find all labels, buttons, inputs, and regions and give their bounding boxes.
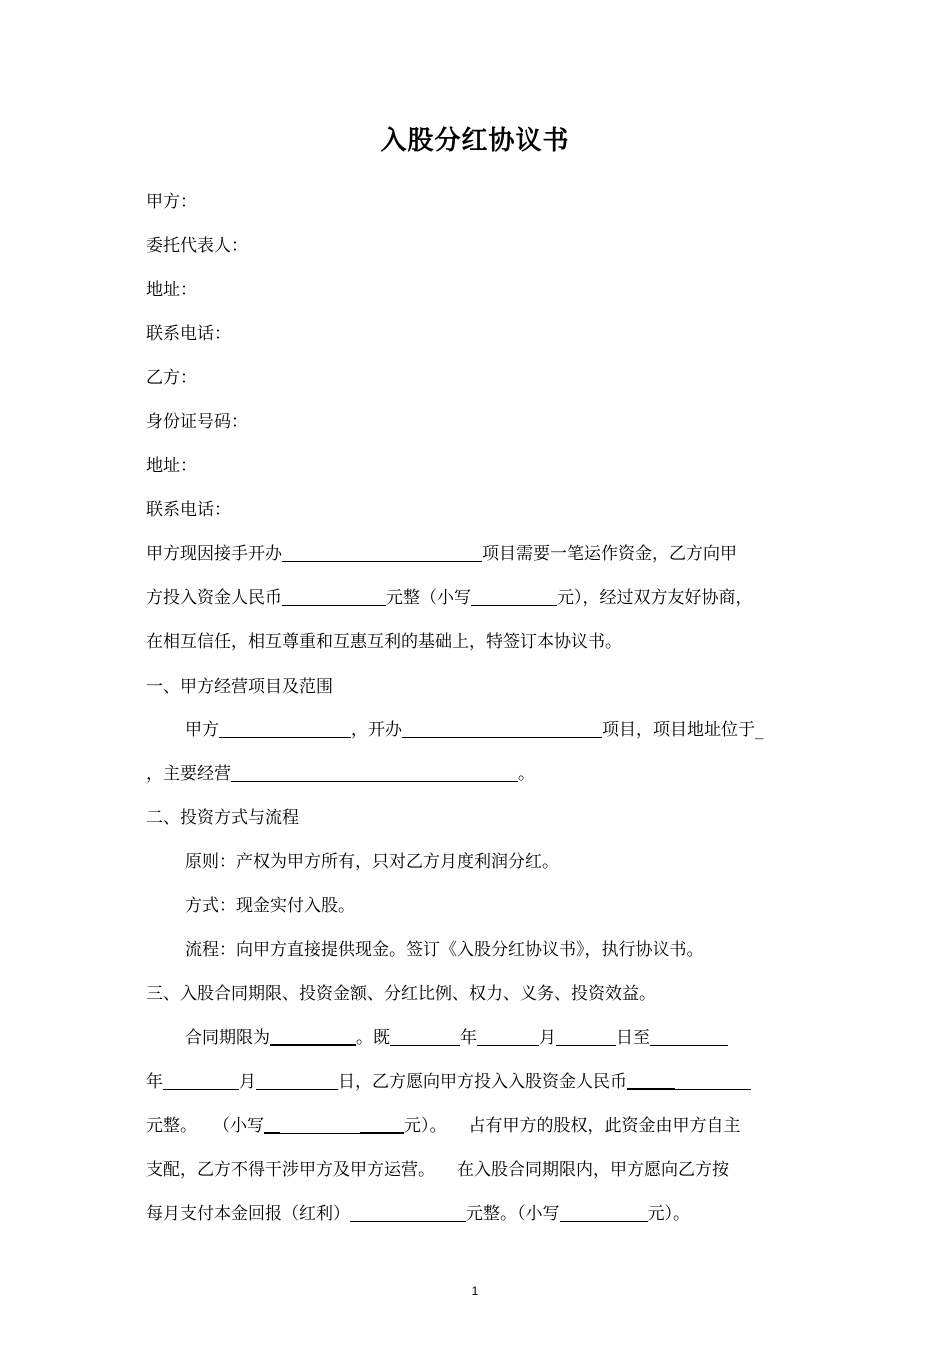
monthly-dividend-blank [350,1205,466,1222]
document-title: 入股分红协议书 [380,126,570,156]
share-digits-blank-c [360,1116,404,1134]
section-1-line-1: 甲方 ，开办 项目，项目地址位于_ [185,720,764,740]
section-3-line-3: 元整。 （小写 元）。 占有甲方的股权，此资金由甲方自主 [146,1116,741,1136]
project-name-blank [282,545,482,562]
contract-term-blank [270,1028,356,1046]
share-digits-blank-a [264,1116,280,1134]
end-year-blank-b [163,1073,239,1090]
intro-line-1: 甲方现因接手开办 项目需要一笔运作资金，乙方向甲 [146,544,737,564]
intro-line-2: 方投入资金人民币 元整（小写 元），经过双方友好协商， [146,588,753,608]
party-b-id-label: 身份证号码： [146,412,248,432]
monthly-dividend-digits-blank [560,1205,648,1222]
start-year-blank [390,1029,460,1046]
party-a-name-blank [219,721,351,738]
intro-line-3: 在相互信任，相互尊重和互惠互利的基础上，特签订本协议书。 [146,632,622,652]
section-2-principle: 原则：产权为甲方所有，只对乙方月度利润分红。 [185,852,559,872]
start-day-blank [556,1029,616,1046]
party-b-label: 乙方： [146,368,197,388]
section-1-line-2: ，主要经营 。 [146,764,535,784]
project-blank [402,721,602,738]
end-month-blank [256,1073,338,1090]
share-amount-blank-a [627,1072,675,1090]
section-3-line-1: 合同期限为 。既 年 月 日至 [185,1027,728,1049]
investment-amount-digits-blank [471,589,557,606]
section-2-process: 流程：向甲方直接提供现金。签订《入股分红协议书》，执行协议书。 [185,940,704,960]
section-1-heading: 一、甲方经营项目及范围 [146,677,333,697]
party-a-phone-label: 联系电话： [146,324,231,344]
share-amount-blank-b [675,1073,751,1090]
section-3-line-2: 年 月 日，乙方愿向甲方投入入股资金人民币 [146,1071,751,1093]
end-year-blank-a [650,1029,728,1046]
start-month-blank [477,1029,539,1046]
main-business-blank [231,765,518,782]
page-number: 1 [471,1284,479,1298]
party-b-address-label: 地址： [146,456,197,476]
section-3-line-4: 支配，乙方不得干涉甲方及甲方运营。 在入股合同期限内，甲方愿向乙方按 [146,1160,729,1180]
section-2-heading: 二、投资方式与流程 [146,808,299,828]
party-a-rep-label: 委托代表人： [146,236,248,256]
share-digits-blank-b [280,1117,360,1134]
section-3-heading: 三、入股合同期限、投资金额、分红比例、权力、义务、投资效益。 [146,984,656,1004]
party-b-phone-label: 联系电话： [146,500,231,520]
party-a-address-label: 地址： [146,280,197,300]
section-3-line-5: 每月支付本金回报（红利） 元整。（小写 元）。 [146,1204,690,1224]
party-a-label: 甲方： [146,192,197,212]
section-2-method: 方式：现金实付入股。 [185,896,355,916]
investment-amount-blank [282,589,386,606]
